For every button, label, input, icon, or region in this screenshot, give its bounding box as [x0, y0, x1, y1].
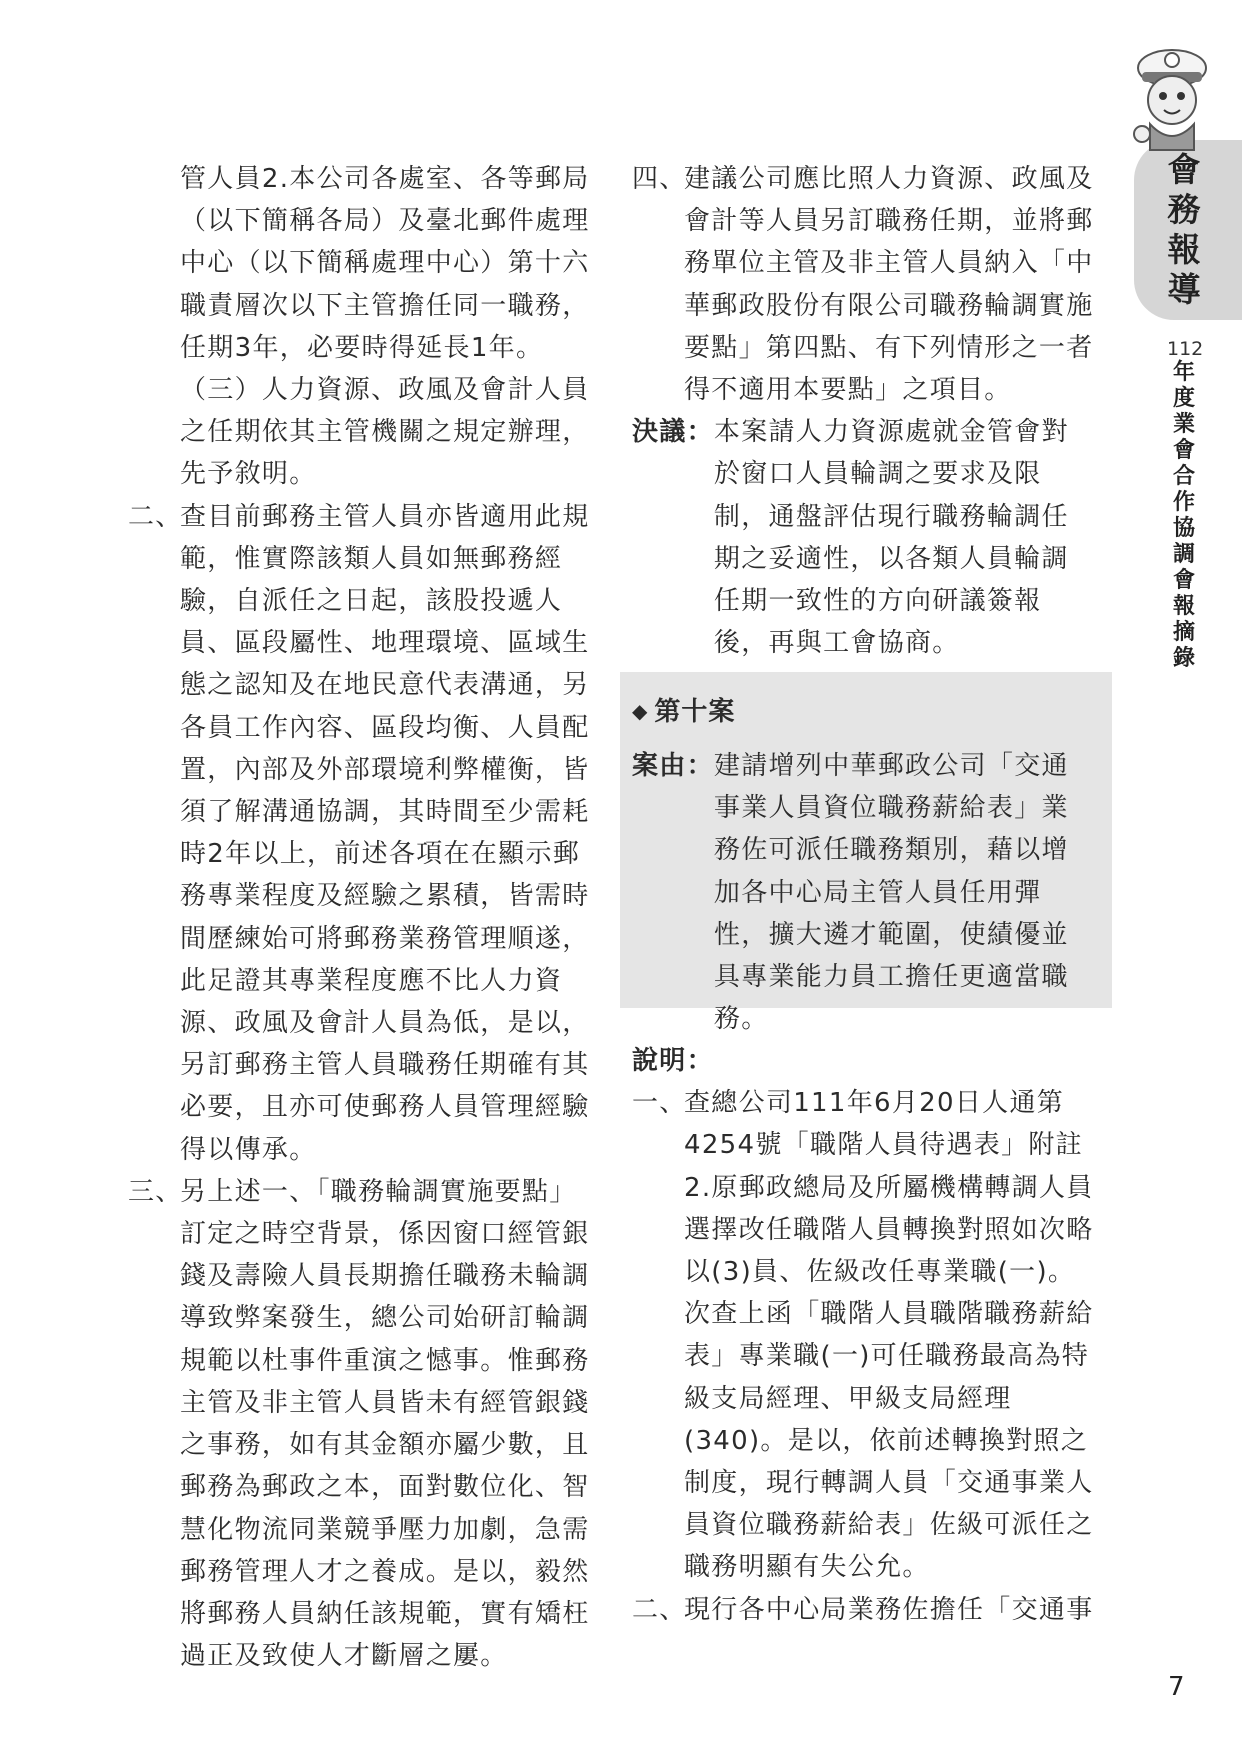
item-3-label: 三、: [128, 1176, 183, 1207]
item-2-text: 查目前郵務主管人員亦皆適用此規範，惟實際該類人員如無郵務經驗，自派任之日起，該股投遞人員、區段屬性、地理環境、區域生態之認知及在地民意代表溝通，另各員工作內容、區段均衡、人員配置，內部及外部環境利弊權衡，皆須了解溝通協調，其時間至少需耗時2年以上，前述各項在在顯示郵務專業程度及經驗之累積，皆需時間歷練始可將郵務業務管理順遂，此足證其專業程度應不比人力資源、政風及會計人員為低，是以，另訂郵務主管人員職務任期確有其必要，且亦可使郵務人員管理經驗得以傳承。: [180, 501, 590, 1165]
section-subtitle: 年度業會合作協調會報摘錄: [1172, 360, 1195, 671]
item-2-label: 二、: [128, 501, 183, 532]
right-column-bottom: [632, 1040, 1096, 1631]
resolution-label: 決議：: [632, 417, 714, 448]
item-3-text: 另上述一、「職務輪調實施要點」訂定之時空背景，係因窗口經管銀錢及壽險人員長期擔任職務未輪調導致弊案發生，總公司始研訂輪調規範以杜事件重演之憾事。惟郵務主管及非主管人員皆未有經管銀錢之事務，如有其金額亦屬少數，且郵務為郵政之本，面對數位化、智慧化物流同業競爭壓力加劇，急需郵務管理人才之養成。是以，毅然將郵務人員納任該規範，實有矯枉過正及致使人才斷層之屢。: [180, 1176, 590, 1672]
mascot-icon: [1120, 38, 1220, 156]
page-number: 7: [1168, 1672, 1185, 1702]
left-column: [128, 158, 598, 1677]
exp-1: [632, 1082, 1096, 1588]
case-reason: [632, 745, 1096, 1040]
resolution-text: 本案請人力資源處就金管會對於窗口人員輪調之要求及限制，通盤評估現行職務輪調任期之妥適性，以各類人員輪調任期一致性的方向研議簽報後，再與工會協商。: [713, 417, 1069, 659]
item-4-label: 四、: [632, 164, 687, 194]
case-title-text: 第十案: [654, 697, 736, 727]
exp-2: [632, 1589, 1096, 1631]
item-4-text: 建議公司應比照人力資源、政風及會計等人員另訂職務任期，並將郵務單位主管及非主管人員納入「中華郵政股份有限公司職務輪調實施要點」第四點、有下列情形之一者得不適用本要點」之項目。: [684, 164, 1094, 406]
item-3: [128, 1171, 598, 1677]
year-label: 112: [1167, 338, 1204, 360]
case-reason-label: 案由：: [632, 751, 714, 781]
case-title: [632, 690, 1096, 733]
case-reason-text: 建請增列中華郵政公司「交通事業人員資位職務薪給表」業務佐可派任職務類別，藉以增加各中心局主管人員任用彈性，擴大遴才範圍，使績優並具專業能力員工擔任更適當職務。: [713, 751, 1069, 1035]
case-box: [620, 672, 1112, 1035]
resolution: [632, 411, 1096, 664]
item-2: [128, 496, 598, 1171]
exp-1-text: 查總公司111年6月20日人通第4254號「職階人員待遇表」附註2.原郵政總局及所屬機構轉調人員選擇改任職階人員轉換對照如次略以(3)員、佐級改任專業職(一)。次查上函「職階人員職階職務薪給表」專業職(一)可任職務最高為特級支局經理、甲級支局經理(340)。是以，依前述轉換對照之制度，現行轉調人員「交通事業人員資位職務薪給表」佐級可派任之職務明顯有失公允。: [684, 1088, 1094, 1583]
intro-paragraph: 管人員2.本公司各處室、各等郵局（以下簡稱各局）及臺北郵件處理中心（以下簡稱處理中心）第十六職責層次以下主管擔任同一職務，任期3年，必要時得延長1年。（三）人力資源、政風及會計人員之任期依其主管機關之規定辦理，先予敘明。: [180, 164, 590, 490]
section-title: 會務報導: [1167, 150, 1201, 309]
item-4: [632, 158, 1096, 411]
exp-2-label: 二、: [632, 1594, 687, 1625]
exp-1-label: 一、: [632, 1088, 687, 1119]
exp-2-text: 現行各中心局業務佐擔任「交通事: [684, 1594, 1094, 1625]
right-column-top: [632, 158, 1096, 664]
explanation-label: 說明：: [632, 1046, 714, 1076]
diamond-icon: ◆: [632, 699, 649, 723]
